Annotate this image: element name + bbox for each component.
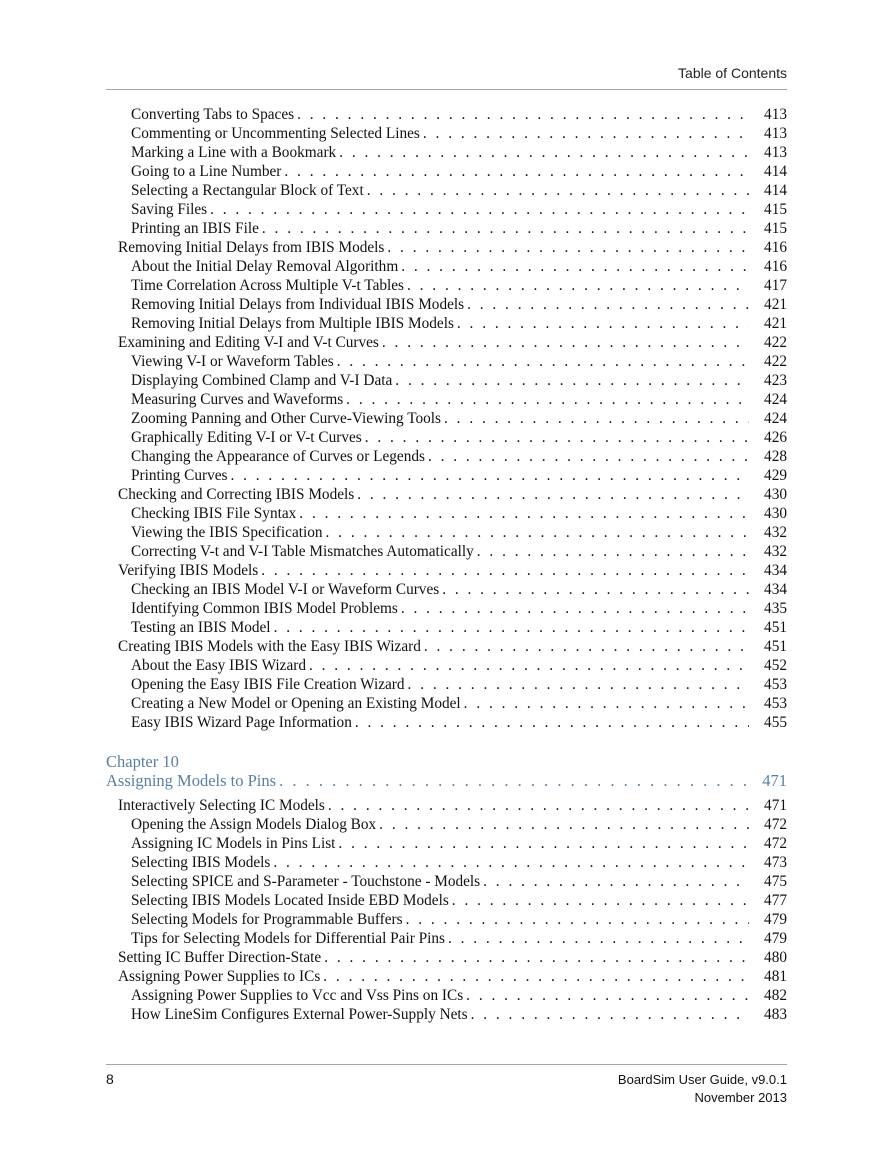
toc-entry-page-number: 413 — [764, 144, 787, 161]
dot-leader — [423, 124, 749, 143]
toc-subsection-entry[interactable] — [106, 815, 787, 834]
toc-entry-page-number: 475 — [764, 873, 787, 890]
toc-entry-page-number: 430 — [764, 486, 787, 503]
toc-subsection-entry[interactable] — [106, 910, 787, 929]
toc-entry-page-number: 424 — [764, 410, 787, 427]
chapter-title: Assigning Models to Pins — [106, 771, 277, 790]
toc-subsection-entry[interactable] — [106, 891, 787, 910]
toc-entry-page-number: 482 — [764, 987, 787, 1004]
footer-page-number: 8 — [106, 1071, 114, 1087]
toc-subsection-entry[interactable] — [106, 675, 787, 694]
toc-subsection-entry[interactable] — [106, 124, 787, 143]
toc-subsection-entry[interactable] — [106, 542, 787, 561]
toc-entry-page-number: 415 — [764, 220, 787, 237]
dot-leader — [355, 713, 749, 732]
toc-subsection-entry[interactable] — [106, 371, 787, 390]
toc-entry-page-number: 453 — [764, 676, 787, 693]
dot-leader — [365, 428, 749, 447]
footer-doc-title: BoardSim User Guide, v9.0.1 — [617, 1072, 787, 1087]
toc-entry-title: Measuring Curves and Waveforms — [131, 391, 344, 408]
toc-entry-page-number: 451 — [764, 638, 787, 655]
dot-leader — [346, 390, 749, 409]
toc-subsection-entry[interactable] — [106, 428, 787, 447]
toc-entry-title: Easy IBIS Wizard Page Information — [131, 714, 352, 731]
toc-entry-title: Marking a Line with a Bookmark — [131, 144, 337, 161]
toc-entry-title: Examining and Editing V-I and V-t Curves — [118, 334, 379, 351]
toc-entry-page-number: 426 — [764, 429, 787, 446]
toc-section-entry[interactable] — [106, 796, 787, 815]
toc-subsection-entry[interactable] — [106, 162, 787, 181]
toc-entry-title: About the Initial Delay Removal Algorithm — [131, 258, 399, 275]
toc-entry-page-number: 473 — [764, 854, 787, 871]
toc-entry-page-number: 434 — [764, 562, 787, 579]
toc-subsection-entry[interactable] — [106, 105, 787, 124]
toc-subsection-entry[interactable] — [106, 504, 787, 523]
dot-leader — [262, 219, 749, 238]
toc-entry-page-number: 472 — [764, 835, 787, 852]
dot-leader — [401, 257, 749, 276]
dot-leader — [339, 143, 749, 162]
toc-section-chapter-10 — [106, 796, 787, 1024]
toc-entry-title: Creating a New Model or Opening an Existing Model — [131, 695, 461, 712]
toc-entry-page-number: 422 — [764, 353, 787, 370]
toc-subsection-entry[interactable] — [106, 276, 787, 295]
toc-subsection-entry[interactable] — [106, 853, 787, 872]
toc-entry-title: Time Correlation Across Multiple V-t Tables — [131, 277, 404, 294]
toc-subsection-entry[interactable] — [106, 580, 787, 599]
toc-entry-title: Commenting or Uncommenting Selected Lines — [131, 125, 420, 142]
dot-leader — [483, 872, 749, 891]
toc-entry-title: Saving Files — [131, 201, 208, 218]
dot-leader — [337, 352, 749, 371]
toc-entry-title: Changing the Appearance of Curves or Legends — [131, 448, 425, 465]
toc-entry-page-number: 414 — [764, 163, 787, 180]
dot-leader — [323, 967, 749, 986]
toc-subsection-entry[interactable] — [106, 295, 787, 314]
dot-leader — [279, 771, 749, 790]
dot-leader — [309, 656, 749, 675]
toc-entry-title: Printing an IBIS File — [131, 220, 259, 237]
toc-entry-page-number: 429 — [764, 467, 787, 484]
toc-entry-title: Selecting IBIS Models — [131, 854, 271, 871]
dot-leader — [457, 314, 749, 333]
dot-leader — [324, 948, 749, 967]
dot-leader — [297, 105, 749, 124]
toc-section-entry[interactable] — [106, 637, 787, 656]
toc-entry-title: Selecting IBIS Models Located Inside EBD Models — [131, 892, 449, 909]
toc-entry-title: Removing Initial Delays from IBIS Models — [118, 239, 385, 256]
toc-subsection-entry[interactable] — [106, 181, 787, 200]
dot-leader — [382, 333, 749, 352]
toc-entry-title: Viewing the IBIS Specification — [131, 524, 323, 541]
toc-entry-page-number: 479 — [764, 930, 787, 947]
dot-leader — [407, 276, 749, 295]
dot-leader — [230, 466, 749, 485]
toc-entry-page-number: 452 — [764, 657, 787, 674]
toc-entry-title: Printing Curves — [131, 467, 228, 484]
dot-leader — [299, 504, 749, 523]
dot-leader — [273, 853, 749, 872]
dot-leader — [210, 200, 749, 219]
toc-section-entry[interactable] — [106, 967, 787, 986]
dot-leader — [428, 447, 749, 466]
toc-entry-title: Viewing V-I or Waveform Tables — [131, 353, 334, 370]
dot-leader — [408, 675, 749, 694]
toc-entry-page-number: 480 — [764, 949, 787, 966]
chapter-page-number: 471 — [762, 771, 787, 790]
toc-entry-page-number: 421 — [764, 296, 787, 313]
toc-subsection-entry[interactable] — [106, 986, 787, 1005]
dot-leader — [466, 986, 749, 1005]
toc-entry-title: Assigning Power Supplies to ICs — [118, 968, 321, 985]
toc-subsection-entry[interactable] — [106, 219, 787, 238]
toc-subsection-entry[interactable] — [106, 466, 787, 485]
toc-entry-title: Assigning Power Supplies to Vcc and Vss Pins on ICs — [131, 987, 464, 1004]
toc-subsection-entry[interactable] — [106, 314, 787, 333]
toc-section-chapter-9-continued — [106, 105, 787, 732]
toc-entry-page-number: 416 — [764, 239, 787, 256]
toc-entry-page-number: 472 — [764, 816, 787, 833]
dot-leader — [379, 815, 749, 834]
dot-leader — [395, 371, 749, 390]
toc-subsection-entry[interactable] — [106, 1005, 787, 1024]
header-rule — [106, 89, 787, 90]
toc-entry-title: Selecting Models for Programmable Buffers — [131, 911, 403, 928]
dot-leader — [338, 834, 749, 853]
toc-entry-page-number: 421 — [764, 315, 787, 332]
toc-entry-page-number: 413 — [764, 125, 787, 142]
toc-entry-title: Opening the Easy IBIS File Creation Wizard — [131, 676, 405, 693]
dot-leader — [401, 599, 749, 618]
toc-entry-title: Interactively Selecting IC Models — [118, 797, 325, 814]
toc-entry-page-number: 417 — [764, 277, 787, 294]
toc-entry-title: Tips for Selecting Models for Differential Pair Pins — [131, 930, 445, 947]
toc-entry-page-number: 451 — [764, 619, 787, 636]
toc-subsection-entry[interactable] — [106, 618, 787, 637]
footer-date: November 2013 — [694, 1090, 787, 1105]
toc-subsection-entry[interactable] — [106, 143, 787, 162]
toc-entry-title: Assigning IC Models in Pins List — [131, 835, 336, 852]
dot-leader — [467, 295, 749, 314]
toc-entry-title: Verifying IBIS Models — [118, 562, 259, 579]
toc-entry-title: Converting Tabs to Spaces — [131, 106, 295, 123]
toc-entry-title: About the Easy IBIS Wizard — [131, 657, 306, 674]
toc-entry-title: Graphically Editing V-I or V-t Curves — [131, 429, 362, 446]
toc-entry-title: Setting IC Buffer Direction-State — [118, 949, 322, 966]
toc-entry-page-number: 479 — [764, 911, 787, 928]
toc-subsection-entry[interactable] — [106, 257, 787, 276]
toc-entry-page-number: 415 — [764, 201, 787, 218]
toc-entry-title: Identifying Common IBIS Model Problems — [131, 600, 398, 617]
toc-entry-page-number: 477 — [764, 892, 787, 909]
toc-subsection-entry[interactable] — [106, 200, 787, 219]
toc-section-entry[interactable] — [106, 948, 787, 967]
toc-subsection-entry[interactable] — [106, 872, 787, 891]
toc-entry-page-number: 453 — [764, 695, 787, 712]
toc-section-entry[interactable] — [106, 561, 787, 580]
toc-entry-page-number: 471 — [764, 797, 787, 814]
toc-entry-title: Removing Initial Delays from Multiple IBIS Models — [131, 315, 454, 332]
toc-entry-page-number: 432 — [764, 543, 787, 560]
dot-leader — [452, 891, 749, 910]
dot-leader — [284, 162, 749, 181]
toc-entry-title: Checking IBIS File Syntax — [131, 505, 297, 522]
dot-leader — [442, 580, 749, 599]
dot-leader — [477, 542, 749, 561]
toc-subsection-entry[interactable] — [106, 409, 787, 428]
dot-leader — [406, 910, 749, 929]
toc-entry-title: Selecting a Rectangular Block of Text — [131, 182, 364, 199]
toc-subsection-entry[interactable] — [106, 352, 787, 371]
dot-leader — [328, 796, 749, 815]
toc-entry-page-number: 423 — [764, 372, 787, 389]
toc-entry-title: Zooming Panning and Other Curve-Viewing Tools — [131, 410, 442, 427]
toc-section-entry[interactable] — [106, 333, 787, 352]
toc-subsection-entry[interactable] — [106, 656, 787, 675]
dot-leader — [424, 637, 749, 656]
table-of-contents — [106, 105, 787, 1024]
toc-entry-page-number: 432 — [764, 524, 787, 541]
toc-entry-page-number: 424 — [764, 391, 787, 408]
toc-section-entry[interactable] — [106, 238, 787, 257]
toc-entry-title: Testing an IBIS Model — [131, 619, 271, 636]
dot-leader — [326, 523, 749, 542]
toc-subsection-entry[interactable] — [106, 834, 787, 853]
dot-leader — [444, 409, 749, 428]
toc-entry-page-number: 428 — [764, 448, 787, 465]
running-header-title: Table of Contents — [678, 65, 787, 81]
toc-subsection-entry[interactable] — [106, 523, 787, 542]
toc-section-entry[interactable] — [106, 485, 787, 504]
toc-entry-title: Creating IBIS Models with the Easy IBIS Wizard — [118, 638, 421, 655]
toc-entry-title: Removing Initial Delays from Individual IBIS Models — [131, 296, 465, 313]
toc-entry-title: Displaying Combined Clamp and V-I Data — [131, 372, 393, 389]
chapter-title-entry[interactable] — [106, 771, 787, 790]
toc-entry-page-number: 434 — [764, 581, 787, 598]
footer-doc-info — [618, 1071, 787, 1107]
dot-leader — [448, 929, 749, 948]
toc-entry-title: Selecting SPICE and S-Parameter - Touchstone - Models — [131, 873, 481, 890]
dot-leader — [367, 181, 749, 200]
toc-entry-title: How LineSim Configures External Power-Supply Nets — [131, 1006, 468, 1023]
toc-entry-title: Checking an IBIS Model V-I or Waveform Curves — [131, 581, 440, 598]
toc-entry-page-number: 413 — [764, 106, 787, 123]
dot-leader — [357, 485, 749, 504]
toc-entry-page-number: 483 — [764, 1006, 787, 1023]
toc-subsection-entry[interactable] — [106, 447, 787, 466]
dot-leader — [471, 1005, 749, 1024]
toc-entry-page-number: 435 — [764, 600, 787, 617]
toc-entry-page-number: 414 — [764, 182, 787, 199]
toc-subsection-entry[interactable] — [106, 599, 787, 618]
toc-subsection-entry[interactable] — [106, 929, 787, 948]
toc-entry-title: Opening the Assign Models Dialog Box — [131, 816, 377, 833]
dot-leader — [387, 238, 749, 257]
dot-leader — [274, 618, 749, 637]
toc-entry-title: Correcting V-t and V-I Table Mismatches Automatically — [131, 543, 474, 560]
dot-leader — [464, 694, 749, 713]
chapter-label[interactable]: Chapter 10 — [106, 752, 179, 771]
toc-subsection-entry[interactable] — [106, 694, 787, 713]
toc-entry-page-number: 455 — [764, 714, 787, 731]
toc-entry-page-number: 416 — [764, 258, 787, 275]
toc-subsection-entry[interactable] — [106, 390, 787, 409]
toc-entry-page-number: 430 — [764, 505, 787, 522]
toc-entry-title: Going to a Line Number — [131, 163, 282, 180]
toc-entry-page-number: 422 — [764, 334, 787, 351]
toc-subsection-entry[interactable] — [106, 713, 787, 732]
dot-leader — [261, 561, 749, 580]
toc-entry-title: Checking and Correcting IBIS Models — [118, 486, 355, 503]
footer-rule — [106, 1064, 787, 1065]
toc-entry-page-number: 481 — [764, 968, 787, 985]
